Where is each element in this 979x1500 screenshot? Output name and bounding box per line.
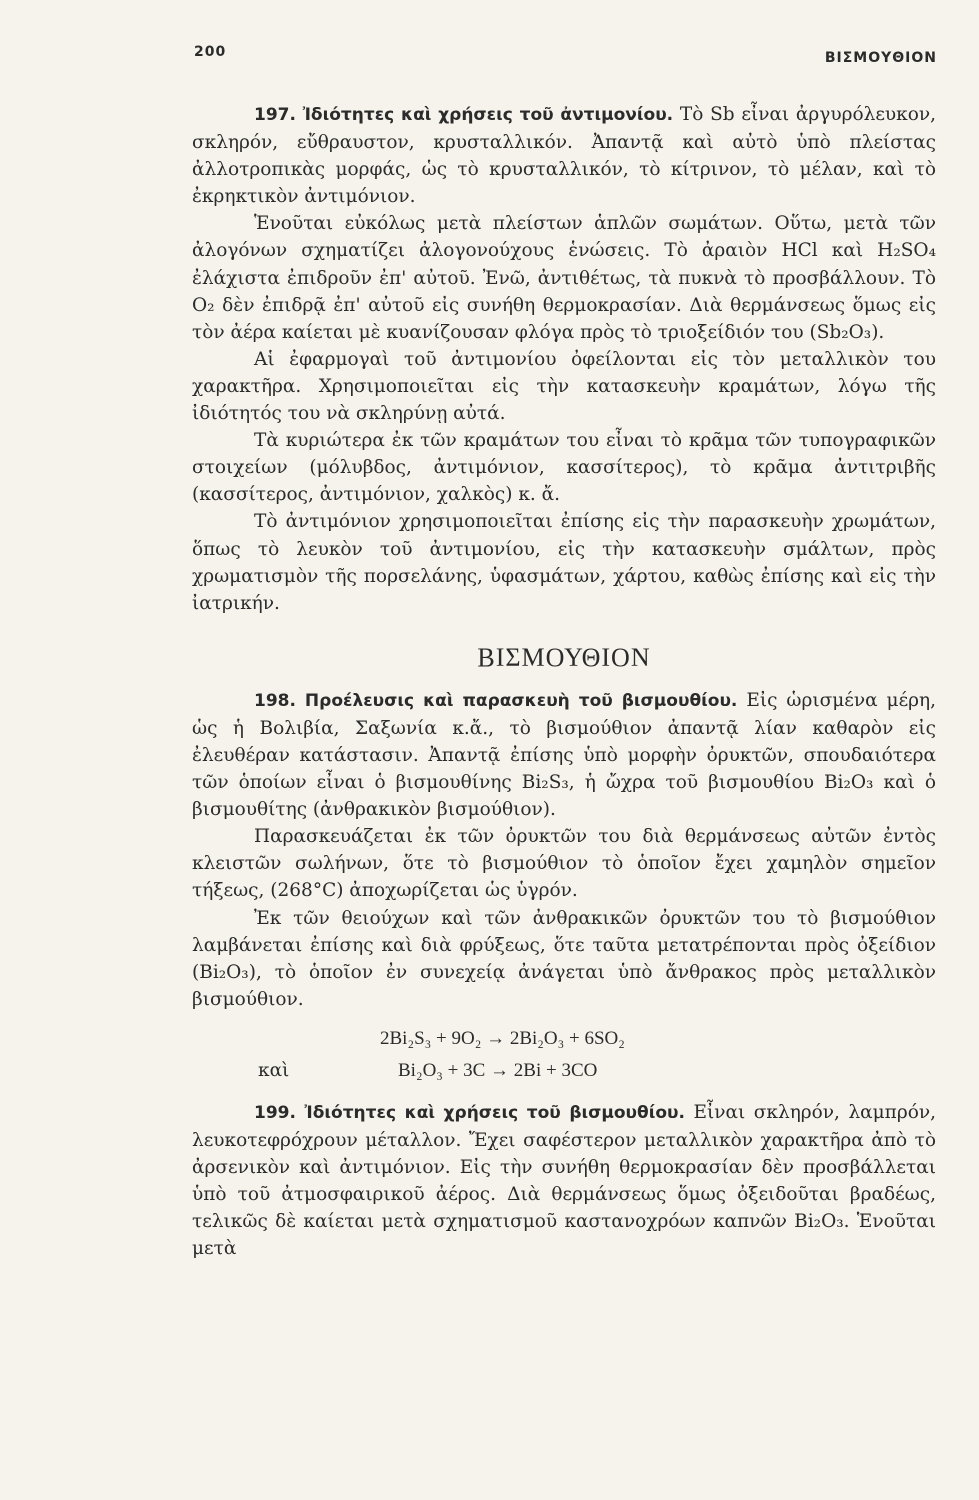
- section-197-para-3: Αἱ ἐφαρμογαὶ τοῦ ἀντιμονίου ὀφείλονται εἰς τὸν μεταλλικὸν του χαρακτῆρα. Χρησιμοποιεῖται εἰς τὴν κατασκευὴν κραμάτων, λόγω τῆς ἰδιότητός του νὰ σκληρύνῃ αὐτά.: [192, 348, 936, 425]
- equation-row: [192, 1055, 936, 1087]
- section-198-para-2: Παρασκευάζεται ἐκ τῶν ὀρυκτῶν του διὰ θερμάνσεως αὐτῶν ἐντὸς κλειστῶν σωλήνων, ὅτε τὸ βισμούθιον τὸ ὁποῖον ἔχει χαμηλὸν σημεῖον τήξεως, (268°C) ἀποχωρίζεται ὡς ὑγρόν.: [192, 826, 936, 902]
- page-header: [194, 44, 937, 74]
- body-text: [192, 95, 936, 1262]
- section-198-para-1-text: Εἰς ὡρισμένα μέρη, ὡς ἡ Βολιβία, Σαξωνία κ.ἄ., τὸ βισμούθιον ἀπαντᾷ λίαν καθαρὸν εἰς ἐλευθέραν κατάστασιν. Ἀπαντᾷ ἐπίσης ὑπὸ μορφὴν ὀρυκτῶν, σπουδαιότερα τῶν ὁποίων εἶναι ὁ βισμουθίνης Bi₂S₃, ἡ ὤχρα τοῦ βισμουθίου Bi₂O₃ καὶ ὁ βισμουθίτης (ἀνθρακικὸν βισμούθιον).: [192, 689, 936, 821]
- section-198-heading: 198. Προέλευσις καὶ παρασκευὴ τοῦ βισμουθίου.: [254, 690, 738, 711]
- section-197-para-1: [192, 101, 936, 210]
- running-title: ΒΙΣΜΟΥΘΙΟΝ: [824, 50, 937, 66]
- section-199-heading: 199. Ἰδιότητες καὶ χρήσεις τοῦ βισμουθίου.: [254, 1102, 685, 1123]
- section-199-para-1-text: Εἶναι σκληρόν, λαμπρόν, λευκοτεφρόχρουν μέταλλον. Ἔχει σαφέστερον μεταλλικὸν χαρακτῆρα ἀπὸ τὸ ἀρσενικὸν καὶ ἀντιμόνιον. Εἰς τὴν συνήθη θερμοκρασίαν δὲν προσβάλλεται ὑπὸ τοῦ ἀτμοσφαιρικοῦ ἀέρος. Διὰ θερμάνσεως ὅμως ὀξειδοῦται βραδέως, τελικῶς δὲ καίεται μετὰ σχηματισμοῦ καστανοχρόων καπνῶν Bi₂O₃. Ἑνοῦται μετὰ: [192, 1101, 936, 1260]
- section-199-para-1: [192, 1099, 936, 1263]
- section-197-para-1-text: Τὸ Sb εἶναι ἀργυρόλευκον, σκληρόν, εὔθραυστον, κρυσταλλικόν. Ἀπαντᾷ καὶ αὐτὸ ὑπὸ πλείστας ἀλλοτροπικὰς μορφάς, ὡς τὸ κρυσταλλικόν, τὸ κίτρινον, τὸ μέλαν, καὶ τὸ ἐκρηκτικὸν ἀντιμόνιον.: [192, 104, 936, 208]
- page-number: 200: [194, 44, 227, 60]
- section-198-para-3: Ἐκ τῶν θειούχων καὶ τῶν ἀνθρακικῶν ὀρυκτῶν του τὸ βισμούθιον λαμβάνεται ἐπίσης καὶ διὰ φρύξεως, ὅτε ταῦτα μετατρέπονται πρὸς ὀξείδιον (Bi₂O₃), τὸ ὁποῖον ἐν συνεχείᾳ ἀνάγεται ὑπὸ ἄνθρακος πρὸς μεταλλικὸν βισμούθιον.: [192, 907, 936, 1010]
- section-197-heading: 197. Ἰδιότητες καὶ χρήσεις τοῦ ἀντιμονίου.: [254, 105, 674, 125]
- section-197-para-2: Ἑνοῦται εὐκόλως μετὰ πλείστων ἁπλῶν σωμάτων. Οὕτω, μετὰ τῶν ἀλογόνων σχηματίζει ἀλογονούχους ἑνώσεις. Τὸ ἀραιὸν HCl καὶ H₂SO₄ ἐλάχιστα ἐπιδροῦν ἐπ' αὐτοῦ. Ἐνῶ, ἀντιθέτως, τὰ πυκνὰ τὸ προσβάλλουν. Τὸ O₂ δὲν ἐπιδρᾷ ἐπ' αὐτοῦ εἰς συνήθη θερμοκρασίαν. Διὰ θερμάνσεως ὅμως εἰς τὸν ἀέρα καίεται μὲ κυανίζουσαν φλόγα πρὸς τὸ τριοξείδιόν του (Sb₂O₃).: [192, 213, 936, 343]
- equation-text: 2Bi₂S₃ + 9O₂ → 2Bi₂O₃ + 6SO₂: [380, 1027, 625, 1049]
- chapter-title: ΒΙΣΜΟΥΘΙΟΝ: [477, 642, 651, 672]
- equation-label: καὶ: [258, 1059, 290, 1081]
- section-198-para-1: [192, 687, 936, 823]
- section-197-para-4: Τὰ κυριώτερα ἐκ τῶν κραμάτων του εἶναι τὸ κρᾶμα τῶν τυπογραφικῶν στοιχείων (μόλυβδος, ἀντιμόνιον, κασσίτερος), τὸ κρᾶμα ἀντιτριβῆς (κασσίτερος, ἀντιμόνιον, χαλκὸς) κ. ἄ.: [192, 430, 936, 506]
- equation-row: [192, 1023, 936, 1055]
- equation-text: Bi₂O₃ + 3C → 2Bi + 3CO: [398, 1059, 598, 1081]
- equations: [192, 1023, 936, 1087]
- section-197-para-5: Τὸ ἀντιμόνιον χρησιμοποιεῖται ἐπίσης εἰς τὴν παρασκευὴν χρωμάτων, ὅπως τὸ λευκὸν τοῦ ἀντιμονίου, εἰς τὴν κατασκευὴν σμάλτων, πρὸς χρωματισμὸν τῆς πορσελάνης, ὑφασμάτων, χάρτου, καθὼς ἐπίσης καὶ εἰς τὴν ἰατρικήν.: [192, 511, 936, 614]
